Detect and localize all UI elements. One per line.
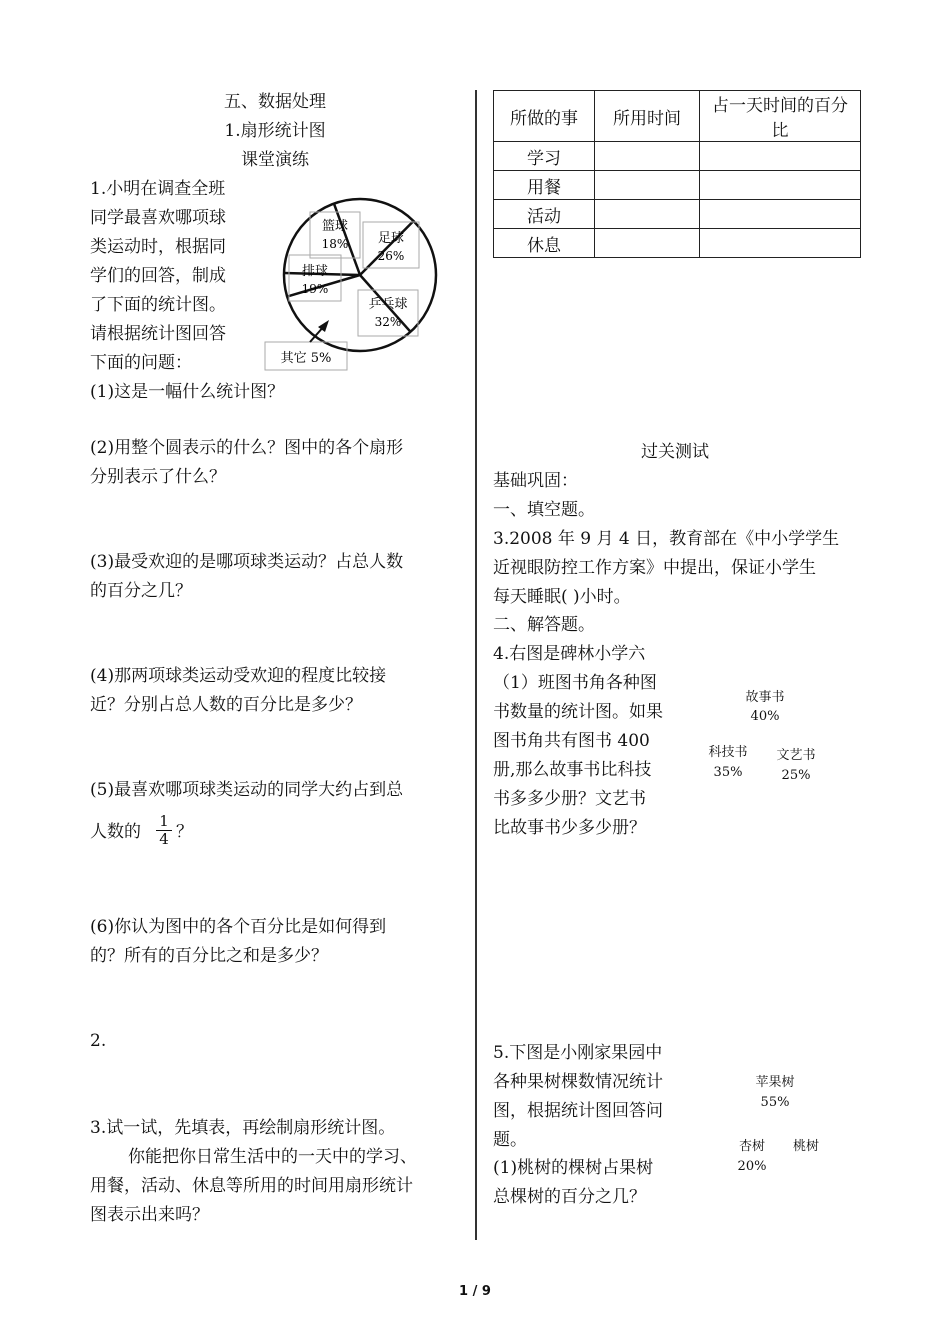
q1-part6-line: 的？所有的百分比之和是多少？ — [90, 946, 328, 966]
test-q5-line: 图，根据统计图回答问 — [493, 1101, 663, 1121]
q1-part5-mark: ？ — [176, 822, 193, 842]
test-q3-line: 近视眼防控工作方案》中提出，保证小学生 — [493, 558, 816, 578]
test-q4-line: 4.右图是碑林小学六 — [493, 644, 646, 664]
q1-part2-line: 分别表示了什么？ — [90, 467, 226, 487]
table-row — [494, 229, 861, 258]
test-q5-line: 总棵树的百分之几？ — [493, 1187, 646, 1207]
q1-line: 类运动时，根据同 — [90, 237, 226, 257]
q1-line: 了下面的统计图。 — [90, 295, 226, 315]
test-q4-line: 册,那么故事书比科技 — [493, 760, 652, 780]
q1-part3-line: (3)最受欢迎的是哪项球类运动？占总人数 — [90, 552, 404, 572]
table-cell: 学习 — [494, 142, 595, 171]
fill-heading: 一、填空题。 — [493, 500, 595, 520]
q2-label: 2. — [90, 1031, 107, 1051]
q1-part1: (1)这是一幅什么统计图？ — [90, 382, 285, 402]
q1-part2-line: (2)用整个圆表示的什么？图中的各个扇形 — [90, 438, 404, 458]
fraction-denominator: 4 — [159, 830, 169, 848]
q1-line: 1.小明在调查全班 — [90, 179, 226, 199]
test-q4-line: （1）班图书角各种图 — [493, 673, 657, 693]
table-cell: 休息 — [494, 229, 595, 258]
table-cell-empty[interactable] — [595, 229, 700, 258]
q1-line: 同学最喜欢哪项球 — [90, 208, 226, 228]
table-header-row — [494, 91, 861, 142]
time-table — [493, 90, 861, 258]
page-number: 1 / 9 — [459, 1284, 491, 1299]
pie2-label-stories: 故事书 — [745, 690, 785, 705]
section-title: 五、数据处理 — [224, 92, 326, 112]
pie2-label-literature: 文艺书 — [776, 748, 816, 763]
basic-heading: 基础巩固： — [493, 471, 578, 491]
pie1-value-volleyball: 19% — [301, 282, 329, 296]
pie1-label-basketball: 篮球 — [321, 219, 349, 234]
table-cell: 用餐 — [494, 171, 595, 200]
table-cell-empty[interactable] — [700, 200, 861, 229]
subsection-title: 1.扇形统计图 — [224, 121, 326, 141]
q3-line: 用餐，活动、休息等所用的时间用扇形统计 — [90, 1176, 413, 1196]
q1-part4-line: (4)那两项球类运动受欢迎的程度比较接 — [90, 666, 387, 686]
q3-title: 3.试一试，先填表，再绘制扇形统计图。 — [90, 1118, 396, 1138]
q1-part6-line: (6)你认为图中的各个百分比是如何得到 — [90, 917, 387, 937]
test-q4-line: 书数量的统计图。如果 — [493, 702, 663, 722]
pie1-label-pingpong: 乒乓球 — [368, 297, 408, 312]
test-q5-line: 题。 — [493, 1130, 527, 1150]
test-q5-line: 各种果树棵数情况统计 — [493, 1072, 663, 1092]
pie3-label-apple: 苹果树 — [755, 1075, 795, 1090]
pie1-label-volleyball: 排球 — [301, 264, 329, 279]
q3-line: 你能把你日常生活中的一天中的学习、 — [128, 1147, 417, 1167]
test-q5-line: (1)桃树的棵树占果树 — [493, 1158, 654, 1178]
q3-line: 图表示出来吗？ — [90, 1205, 209, 1225]
test-q5-line: 5.下图是小刚家果园中 — [493, 1043, 663, 1063]
test-q4-line: 比故事书少多少册？ — [493, 818, 646, 838]
table-row — [494, 142, 861, 171]
table-cell-empty[interactable] — [595, 142, 700, 171]
table-cell-empty[interactable] — [595, 200, 700, 229]
pie3-label-apricot: 杏树 — [738, 1139, 765, 1154]
pie3-label-peach: 桃树 — [792, 1139, 819, 1154]
fraction-one-quarter — [156, 813, 172, 848]
pie1-label-other: 其它 5% — [280, 351, 332, 366]
test-q4-line: 书多多少册？文艺书 — [493, 789, 646, 809]
test-q4-line: 图书角共有图书 400 — [493, 731, 650, 751]
q1-part5-line: (5)最喜欢哪项球类运动的同学大约占到总 — [90, 780, 404, 800]
test-q3-line: 3.2008 年 9 月 4 日，教育部在《中小学学生 — [493, 529, 840, 549]
pie2-value-stories: 40% — [750, 709, 780, 724]
table-header: 占一天时间的百分比 — [700, 91, 861, 142]
q1-part5-text: 人数的 — [90, 822, 141, 842]
q1-line: 请根据统计图回答 — [90, 324, 226, 344]
table-cell-empty[interactable] — [595, 171, 700, 200]
pie2-value-science: 35% — [713, 765, 743, 780]
pie2-label-science: 科技书 — [708, 745, 748, 760]
q1-line: 下面的问题： — [90, 353, 192, 373]
pie3-value-apricot: 20% — [737, 1159, 767, 1174]
table-header: 所用时间 — [595, 91, 700, 142]
table-header: 所做的事 — [494, 91, 595, 142]
practice-title: 课堂演练 — [241, 150, 309, 170]
table-cell-empty[interactable] — [700, 142, 861, 171]
pie3-value-apple: 55% — [760, 1095, 790, 1110]
ball-sports-pie-chart — [255, 185, 455, 375]
table-row — [494, 171, 861, 200]
table-cell-empty[interactable] — [700, 171, 861, 200]
q1-part4-line: 近？分别占总人数的百分比是多少？ — [90, 695, 362, 715]
q1-part3-line: 的百分之几？ — [90, 581, 192, 601]
pie1-label-football: 足球 — [377, 231, 405, 246]
table-cell: 活动 — [494, 200, 595, 229]
q1-line: 学们的回答，制成 — [90, 266, 226, 286]
table-row — [494, 200, 861, 229]
pie1-value-basketball: 18% — [321, 237, 349, 251]
pie1-value-pingpong: 32% — [374, 315, 402, 329]
column-divider — [475, 90, 477, 1240]
pie2-value-literature: 25% — [781, 768, 811, 783]
pie1-value-football: 26% — [377, 249, 405, 263]
fraction-numerator: 1 — [156, 813, 172, 831]
table-cell-empty[interactable] — [700, 229, 861, 258]
test-q3-line: 每天睡眠( )小时。 — [493, 587, 631, 607]
answer-heading: 二、解答题。 — [493, 615, 595, 635]
test-title: 过关测试 — [641, 442, 709, 462]
